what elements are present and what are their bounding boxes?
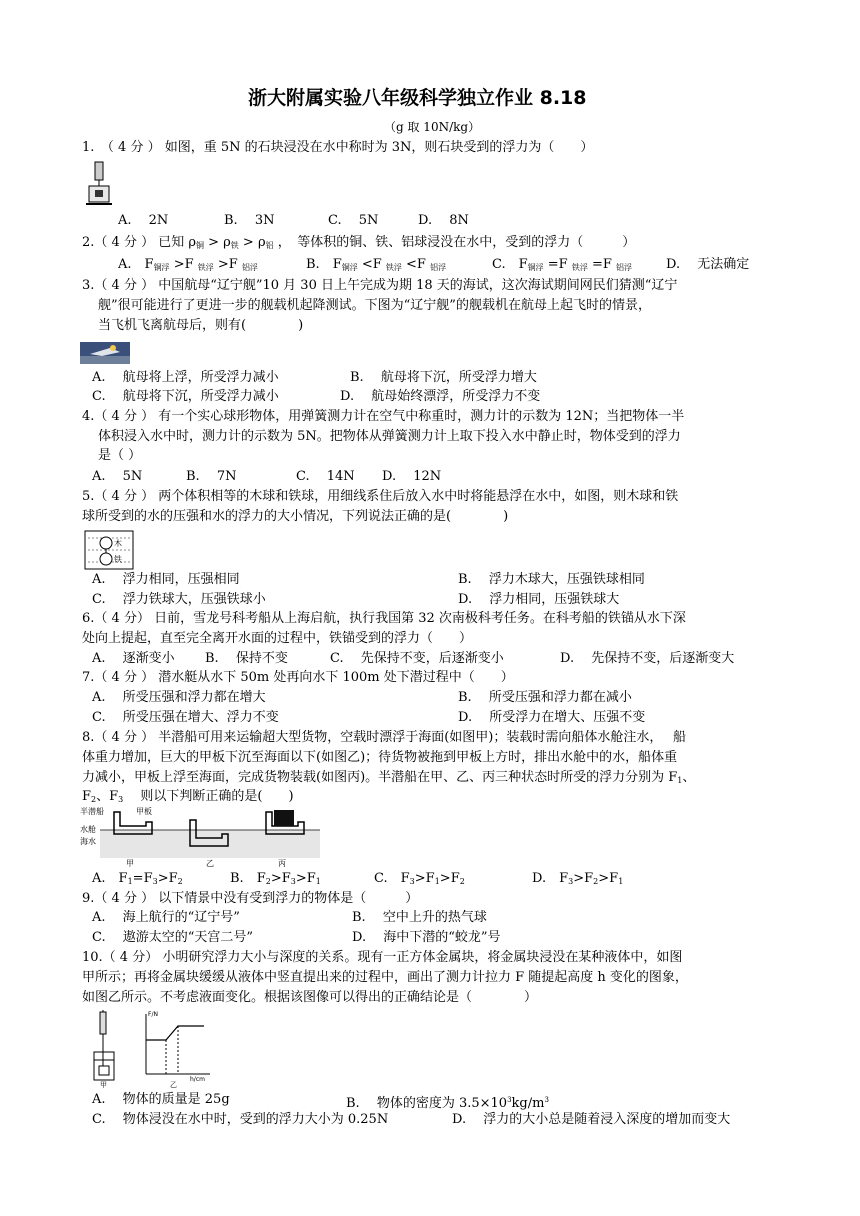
q3-figure-carrier-photo — [80, 342, 130, 364]
q1-stem: 1. （ 4 分 ） 如图，重 5N 的石块浸没在水中称时为 3N，则石块受到的浮力为（ ） — [82, 140, 594, 155]
q8-stem-line1: 8.（ 4 分 ） 半潜船可用来运输超大型货物，空载时漂浮于海面(如图甲)；装载时需向船体水舱注水， 船 — [82, 730, 686, 745]
page-title: 浙大附属实验八年级科学独立作业 8.18 — [248, 87, 587, 109]
q10-label-yi: 乙 — [170, 1081, 177, 1088]
q9-stem: 9.（ 4 分 ） 以下情景中没有受到浮力的物体是（ ） — [82, 891, 419, 906]
q5-label-iron: 铁 — [114, 555, 122, 564]
q7-option-b[interactable]: B. 所受压强和浮力都在减小 — [458, 690, 632, 705]
q1-option-d[interactable]: D. 8N — [418, 213, 469, 228]
q1-figure-spring-scale — [86, 160, 112, 206]
q4-option-a[interactable]: A. 5N — [92, 469, 143, 484]
q10-yaxis-label: F/N — [148, 1011, 158, 1018]
q5-stem-line2: 球所受到的水的压强和水的浮力的大小情况，下列说法正确的是( ) — [82, 509, 509, 524]
q5-option-a[interactable]: A. 浮力相同，压强相同 — [92, 572, 240, 587]
q10-option-d[interactable]: D. 浮力的大小总是随着浸入深度的增加而变大 — [452, 1112, 731, 1127]
q5-option-b[interactable]: B. 浮力木球大，压强铁球相同 — [458, 572, 645, 587]
q8-label-tank: 水舱 — [80, 825, 96, 834]
q8-option-a[interactable]: A. $F_1=F_3>F_2$ — [92, 871, 183, 886]
q8-option-d[interactable]: D. $F_3>F_2>F_1$ — [532, 871, 624, 886]
q2-option-c[interactable]: C. $F_{铜浮} =F$ $_{铁浮}$ =F $_{铝浮}$ — [492, 257, 633, 272]
q8-label-yi: 乙 — [206, 859, 214, 868]
q2-option-b[interactable]: B. $F_{铜浮} <F$ $_{铁浮}$ <F $_{铝浮}$ — [306, 257, 447, 272]
q6-option-d[interactable]: D. 先保持不变，后逐渐变大 — [560, 651, 735, 666]
q1-option-c[interactable]: C. 5N — [328, 213, 379, 228]
q8-figure-semi-submersible-ship — [80, 804, 320, 870]
q4-stem-line2: 体积浸入水中时，测力计的示数为 5N。把物体从弹簧测力计上取下投入水中静止时，物体受到的浮力 — [98, 429, 681, 444]
q3-stem-line1: 3.（ 4 分 ） 中国航母“辽宁舰”10 月 30 日上午完成为期 18 天的海试，这次海试期间网民们猜测“辽宁 — [82, 278, 678, 293]
q5-figure-balls-in-water — [84, 530, 134, 570]
q9-option-c[interactable]: C. 遨游太空的“天宫二号” — [92, 930, 254, 945]
q2-option-a[interactable]: A. $F_{铜浮} >F$ $_{铁浮}$ >F $_{铝浮}$ — [118, 257, 258, 272]
q9-option-a[interactable]: A. 海上航行的“辽宁号” — [92, 910, 240, 925]
q10-option-c[interactable]: C. 物体浸没在水中时，受到的浮力大小为 0.25N — [92, 1112, 389, 1127]
q9-option-b[interactable]: B. 空中上升的热气球 — [352, 910, 487, 925]
q5-option-d[interactable]: D. 浮力相同，压强铁球大 — [458, 592, 620, 607]
q9-option-d[interactable]: D. 海中下潜的“蛟龙”号 — [352, 930, 501, 945]
q3-option-d[interactable]: D. 航母始终漂浮，所受浮力不变 — [340, 389, 541, 404]
q8-label-jia: 甲 — [126, 859, 134, 868]
q4-option-c[interactable]: C. 14N — [296, 469, 355, 484]
q7-option-d[interactable]: D. 所受浮力在增大、压强不变 — [458, 710, 646, 725]
q3-option-b[interactable]: B. 航母将下沉，所受浮力增大 — [350, 370, 537, 385]
q4-option-d[interactable]: D. 12N — [382, 469, 442, 484]
q8-label-bing: 丙 — [278, 859, 286, 868]
q10-figure-apparatus-and-graph — [86, 1008, 212, 1088]
q4-stem-line1: 4.（ 4 分 ） 有一个实心球形物体，用弹簧测力计在空气中称重时，测力计的示数为 12N；当把物体一半 — [82, 409, 685, 424]
q10-option-a[interactable]: A. 物体的质量是 25g — [92, 1092, 230, 1107]
q2-stem: 2.（ 4 分 ） 已知 $\rho_铜 > \rho_铁 > \rho_铝$ ， 等体积的铜、铁、铝球浸没在水中，受到的浮力（ ） — [82, 235, 636, 250]
q10-label-jia: 甲 — [100, 1081, 107, 1088]
q8-stem-line3: 力减小，甲板上浮至海面，完成货物装载(如图丙)。半潜船在甲、乙、丙三种状态时所受的浮力分别为 $F_1$、 — [82, 770, 696, 785]
q10-xaxis-label: h/cm — [190, 1076, 205, 1083]
q10-option-b[interactable]: B. 物体的密度为 $3.5\times 10^3kg/m^3$ — [346, 1096, 549, 1111]
q6-option-c[interactable]: C. 先保持不变，后逐渐变小 — [330, 651, 504, 666]
q4-option-b[interactable]: B. 7N — [186, 469, 237, 484]
q10-stem-line1: 10.（ 4 分） 小明研究浮力大小与深度的关系。现有一正方体金属块，将金属块浸没在某种液体中，如图 — [82, 950, 683, 965]
gravity-note: （g 取 10N/kg） — [384, 120, 481, 134]
q5-stem-line1: 5.（ 4 分 ） 两个体积相等的木球和铁球，用细线系住后放入水中时将能悬浮在水中，如图，则木球和铁 — [82, 489, 679, 504]
q8-option-b[interactable]: B. $F_2>F_3>F_1$ — [230, 871, 321, 886]
q8-label-ship: 半潜船 — [80, 807, 104, 816]
q5-option-c[interactable]: C. 浮力铁球大，压强铁球小 — [92, 592, 266, 607]
q6-stem-line1: 6.（ 4 分） 日前，雪龙号科考船从上海启航，执行我国第 32 次南极科考任务。在科考船的铁锚从水下深 — [82, 611, 686, 626]
q7-option-a[interactable]: A. 所受压强和浮力都在增大 — [92, 690, 266, 705]
q2-option-d[interactable]: D. 无法确定 — [666, 257, 750, 272]
q1-option-a[interactable]: A. 2N — [118, 213, 169, 228]
q10-stem-line3: 如图乙所示。不考虑液面变化。根据该图像可以得出的正确结论是（ ） — [82, 990, 538, 1005]
q8-stem-line2: 体重力增加，巨大的甲板下沉至海面以下(如图乙)；待货物被拖到甲板上方时，排出水舱中的水，船体重 — [82, 750, 678, 765]
q5-label-wood: 木 — [114, 539, 122, 548]
q3-stem-line3: 当飞机飞离航母后，则有( ) — [98, 318, 304, 333]
q3-stem-line2: 舰”很可能进行了更进一步的舰载机起降测试。下图为“辽宁舰”的舰载机在航母上起飞时的情景， — [98, 298, 651, 313]
q1-option-b[interactable]: B. 3N — [224, 213, 275, 228]
q6-option-b[interactable]: B. 保持不变 — [205, 651, 288, 666]
q6-option-a[interactable]: A. 逐渐变小 — [92, 651, 175, 666]
q8-label-deck: 甲板 — [136, 807, 152, 816]
q8-option-c[interactable]: C. $F_3>F_1>F_2$ — [374, 871, 465, 886]
q6-stem-line2: 处向上提起，直至完全离开水面的过程中，铁锚受到的浮力（ ） — [82, 631, 473, 646]
q10-stem-line2: 甲所示；再将金属块缓缓从液体中竖直提出来的过程中，画出了测力计拉力 F 随提起高度 h 变化的图象， — [82, 970, 688, 985]
q4-stem-line3: 是（ ） — [98, 448, 142, 463]
q3-option-c[interactable]: C. 航母将下沉，所受浮力减小 — [92, 389, 279, 404]
q8-label-sea: 海水 — [80, 837, 96, 846]
q7-stem: 7.（ 4 分 ） 潜水艇从水下 50m 处再向水下 100m 处下潜过程中（ ） — [82, 670, 514, 685]
q8-stem-line4: $F_2$、$F_3$ 则以下判断正确的是( ) — [82, 789, 294, 804]
q7-option-c[interactable]: C. 所受压强在增大、浮力不变 — [92, 710, 279, 725]
q3-option-a[interactable]: A. 航母将上浮，所受浮力减小 — [92, 370, 279, 385]
